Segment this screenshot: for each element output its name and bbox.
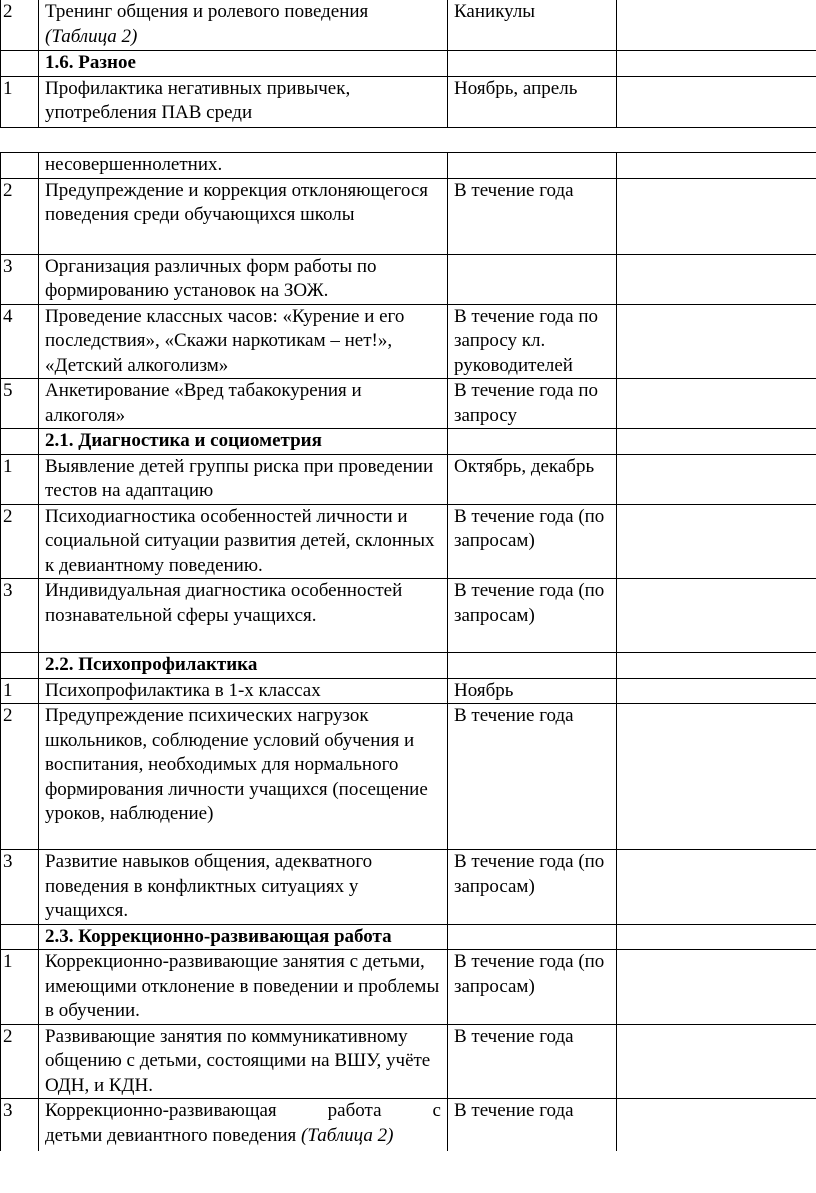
- activity-cell: [39, 1099, 448, 1151]
- timing-cell: В течение года (по запросам): [448, 579, 617, 653]
- timing-cell: В течение года по запросу кл. руководителей: [448, 304, 617, 379]
- row-number: 2: [1, 504, 39, 579]
- timing-cell: Каникулы: [448, 0, 617, 51]
- plan-table-top: [0, 0, 816, 128]
- activity-cell: Проведение классных часов: «Курение и его последствия», «Скажи наркотикам – нет!», «Детский алкоголизм»: [39, 304, 448, 379]
- timing-cell: [448, 254, 617, 304]
- timing-cell: В течение года по запросу: [448, 379, 617, 429]
- notes-cell: [617, 850, 816, 925]
- table-row: [1, 579, 816, 653]
- activity-cell: Коррекционно-развивающие занятия с детьми, имеющими отклонение в поведении и проблемы в обучении.: [39, 950, 448, 1025]
- table-row: [1, 178, 816, 254]
- notes-cell: [617, 76, 816, 127]
- activity-cell: Предупреждение психических нагрузок школьников, соблюдение условий обучения и воспитания, необходимых для нормального формирования личности учащихся (посещение уроков, наблюдение): [39, 704, 448, 850]
- table-row: [1, 304, 816, 379]
- table-row: [1, 454, 816, 504]
- table-row: [1, 254, 816, 304]
- row-number: 2: [1, 1024, 39, 1099]
- activity-text: Коррекционно-развивающая работа с: [45, 1100, 441, 1121]
- activity-text-cont: детьми девиантного поведения: [45, 1124, 297, 1146]
- row-number: 1: [1, 950, 39, 1025]
- table-row: [1, 1024, 816, 1099]
- timing-cell: [448, 153, 617, 179]
- notes-cell: [617, 678, 816, 704]
- section-row: [1, 653, 816, 679]
- table-row: [1, 950, 816, 1025]
- table-row: [1, 76, 816, 127]
- notes-cell: [617, 704, 816, 850]
- notes-cell: [617, 178, 816, 254]
- notes-cell: [617, 153, 816, 179]
- notes-cell: [617, 304, 816, 379]
- table-row: [1, 678, 816, 704]
- activity-cell: несовершеннолетних.: [39, 153, 448, 179]
- timing-cell: В течение года (по запросам): [448, 504, 617, 579]
- notes-cell: [617, 454, 816, 504]
- activity-cell: Анкетирование «Вред табакокурения и алкоголя»: [39, 379, 448, 429]
- activity-cell: Индивидуальная диагностика особенностей познавательной сферы учащихся.: [39, 579, 448, 653]
- notes-cell: [617, 0, 816, 51]
- timing-cell: Октябрь, декабрь: [448, 454, 617, 504]
- section-title: 1.6. Разное: [39, 51, 448, 77]
- table-row: [1, 704, 816, 850]
- timing-cell: В течение года: [448, 1024, 617, 1099]
- row-number: 3: [1, 850, 39, 925]
- row-number: 2: [1, 704, 39, 850]
- notes-cell: [617, 950, 816, 1025]
- activity-cell: Выявление детей группы риска при проведении тестов на адаптацию: [39, 454, 448, 504]
- row-number: 3: [1, 1099, 39, 1151]
- timing-cell: В течение года: [448, 704, 617, 850]
- row-number: 1: [1, 76, 39, 127]
- section-title: 2.2. Психопрофилактика: [39, 653, 448, 679]
- timing-cell: В течение года (по запросам): [448, 850, 617, 925]
- table-row: [1, 153, 816, 179]
- row-number: [1, 153, 39, 179]
- section-row: [1, 924, 816, 950]
- row-number: 3: [1, 579, 39, 653]
- section-title: 2.3. Коррекционно-развивающая работа: [39, 924, 448, 950]
- activity-cell: Развитие навыков общения, адекватного поведения в конфликтных ситуациях у учащихся.: [39, 850, 448, 925]
- table-row: [1, 0, 816, 51]
- activity-cell: Предупреждение и коррекция отклоняющегося поведения среди обучающихся школы: [39, 178, 448, 254]
- activity-italic-note: (Таблица 2): [45, 25, 138, 47]
- activity-italic-note: (Таблица 2): [301, 1124, 394, 1146]
- activity-cell: Профилактика негативных привычек, употребления ПАВ среди: [39, 76, 448, 127]
- table-row: [1, 1099, 816, 1151]
- notes-cell: [617, 254, 816, 304]
- notes-cell: [617, 1099, 816, 1151]
- timing-cell: Ноябрь, апрель: [448, 76, 617, 127]
- activity-cell: Организация различных форм работы по формированию установок на ЗОЖ.: [39, 254, 448, 304]
- table-row: [1, 850, 816, 925]
- row-number: 1: [1, 678, 39, 704]
- notes-cell: [617, 579, 816, 653]
- row-number: 3: [1, 254, 39, 304]
- activity-cell: Психопрофилактика в 1-х классах: [39, 678, 448, 704]
- row-number: 4: [1, 304, 39, 379]
- notes-cell: [617, 504, 816, 579]
- timing-cell: Ноябрь: [448, 678, 617, 704]
- row-number: 1: [1, 454, 39, 504]
- activity-text: Тренинг общения и ролевого поведения: [45, 1, 369, 22]
- section-row: [1, 51, 816, 77]
- row-number: 5: [1, 379, 39, 429]
- activity-cell: Развивающие занятия по коммуникативному общению с детьми, состоящими на ВШУ, учёте ОДН, и КДН.: [39, 1024, 448, 1099]
- notes-cell: [617, 379, 816, 429]
- notes-cell: [617, 1024, 816, 1099]
- table-row: [1, 379, 816, 429]
- table-row: [1, 504, 816, 579]
- timing-cell: В течение года: [448, 1099, 617, 1151]
- plan-table-continued: [0, 152, 816, 1151]
- row-number: 2: [1, 0, 39, 51]
- section-row: [1, 429, 816, 455]
- timing-cell: В течение года: [448, 178, 617, 254]
- activity-cell: Психодиагностика особенностей личности и социальной ситуации развития детей, склонных к девиантному поведению.: [39, 504, 448, 579]
- row-number: 2: [1, 178, 39, 254]
- timing-cell: В течение года (по запросам): [448, 950, 617, 1025]
- activity-cell: [39, 0, 448, 51]
- section-title: 2.1. Диагностика и социометрия: [39, 429, 448, 455]
